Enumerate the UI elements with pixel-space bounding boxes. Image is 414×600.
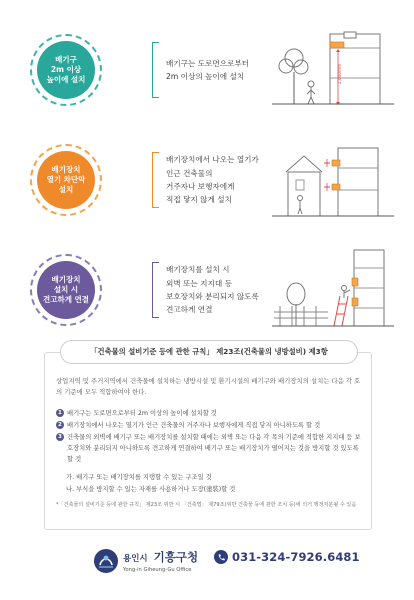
guideline-row-2 [0,130,414,230]
guideline-description-1: 배기구는 도로면으로부터 2m 이상의 높이에 설치 [166,58,250,81]
number-marker: 3 [56,433,64,441]
law-item-text: 배기구는 도로면으로부터 2m 이상의 높이에 설치할 것 [67,410,217,418]
height-dimension-label: 2,000mm [337,63,342,84]
guideline-row-1 [0,20,414,120]
guideline-badge-1 [30,34,102,106]
organization-main: 기흥구청 [153,550,199,564]
law-sub-item-b: 나. 부식을 방지할 수 있는 자재를 사용하거나 도장(塗裝)할 것 [66,486,236,494]
bracket-decoration [152,262,159,318]
number-marker: 1 [56,409,64,417]
penalty-note: *「건축물의 설비기준 등에 관한 규칙」 제23조 위반 시 「건축법」 제79조(위반 건축물 등에 관한 조치 등)에 의거 행정처분될 수 있음 [56,502,357,508]
guideline-badge-2 [30,144,102,216]
bracket-decoration [152,152,159,208]
law-item-2 [56,420,362,431]
phone-icon [214,550,228,564]
guideline-badge-3 [30,254,102,326]
exhaust-height-illustration [268,22,398,118]
law-title: 「건축물의 설비기준 등에 관한 규칙」 제23조(건축물의 냉방설비) 제3항 [60,340,358,364]
law-item-text: 배기장치에서 나오는 열기가 인근 건축물의 거주자나 보행자에게 직접 닿지 아니하도록 할 것 [67,422,321,430]
organization-english: Yong-in Giheung-Gu Office [123,567,192,573]
secure-mounting-illustration [268,242,398,338]
law-intro: 상업지역 및 주거지역에서 건축물에 설치하는 냉방시설 및 환기시설의 배기구와 배기장치의 설치는 다음 각 호의 기준에 모두 적합하여야 한다. [56,377,361,397]
heat-shield-illustration [268,132,398,228]
guideline-row-3 [0,240,414,340]
contact [214,550,360,564]
law-sub-items [56,472,362,496]
number-marker: 2 [56,421,64,429]
law-sub-item-a: 가. 배기구 또는 배기장치를 지탱할 수 있는 구조일 것 [66,474,212,482]
law-item-1 [56,408,362,419]
guideline-badge-label-3: 배기장치 설치 시 견고하게 연결 [37,261,95,319]
law-body [56,376,362,496]
organization-prefix: 용인시 [123,554,148,564]
guideline-badge-label-1: 배기구 2m 이상 높이에 설치 [37,41,95,99]
guideline-description-2: 배기장치에서 나오는 열기가 인근 건축물의 거주자나 보행자에게 직접 닿지 않게 설치 [166,155,259,205]
bracket-decoration [152,42,159,98]
organization-name [123,549,198,565]
law-item-text: 건축물의 외벽에 배기구 또는 배기장치를 설치할 때에는 외벽 또는 다음 각 목의 기준에 적합한 지지대 등 보호장치와 분리되지 아니하도록 견고하게 연결하여 배기구 또는 배기장치가 떨어지는 것을 방지할 것 있도록 할 것 [67,434,361,464]
guideline-description-3: 배기장치를 설치 시 외벽 또는 지지대 등 보호장치와 분리되지 않도록 견고하게 연결 [166,265,259,315]
law-item-3 [56,432,362,465]
phone-number: 031-324-7926.6481 [232,550,360,564]
guideline-badge-label-2: 배기장치 열기 차단막 설치 [37,151,95,209]
city-logo-icon [93,548,119,574]
footer [0,540,414,600]
